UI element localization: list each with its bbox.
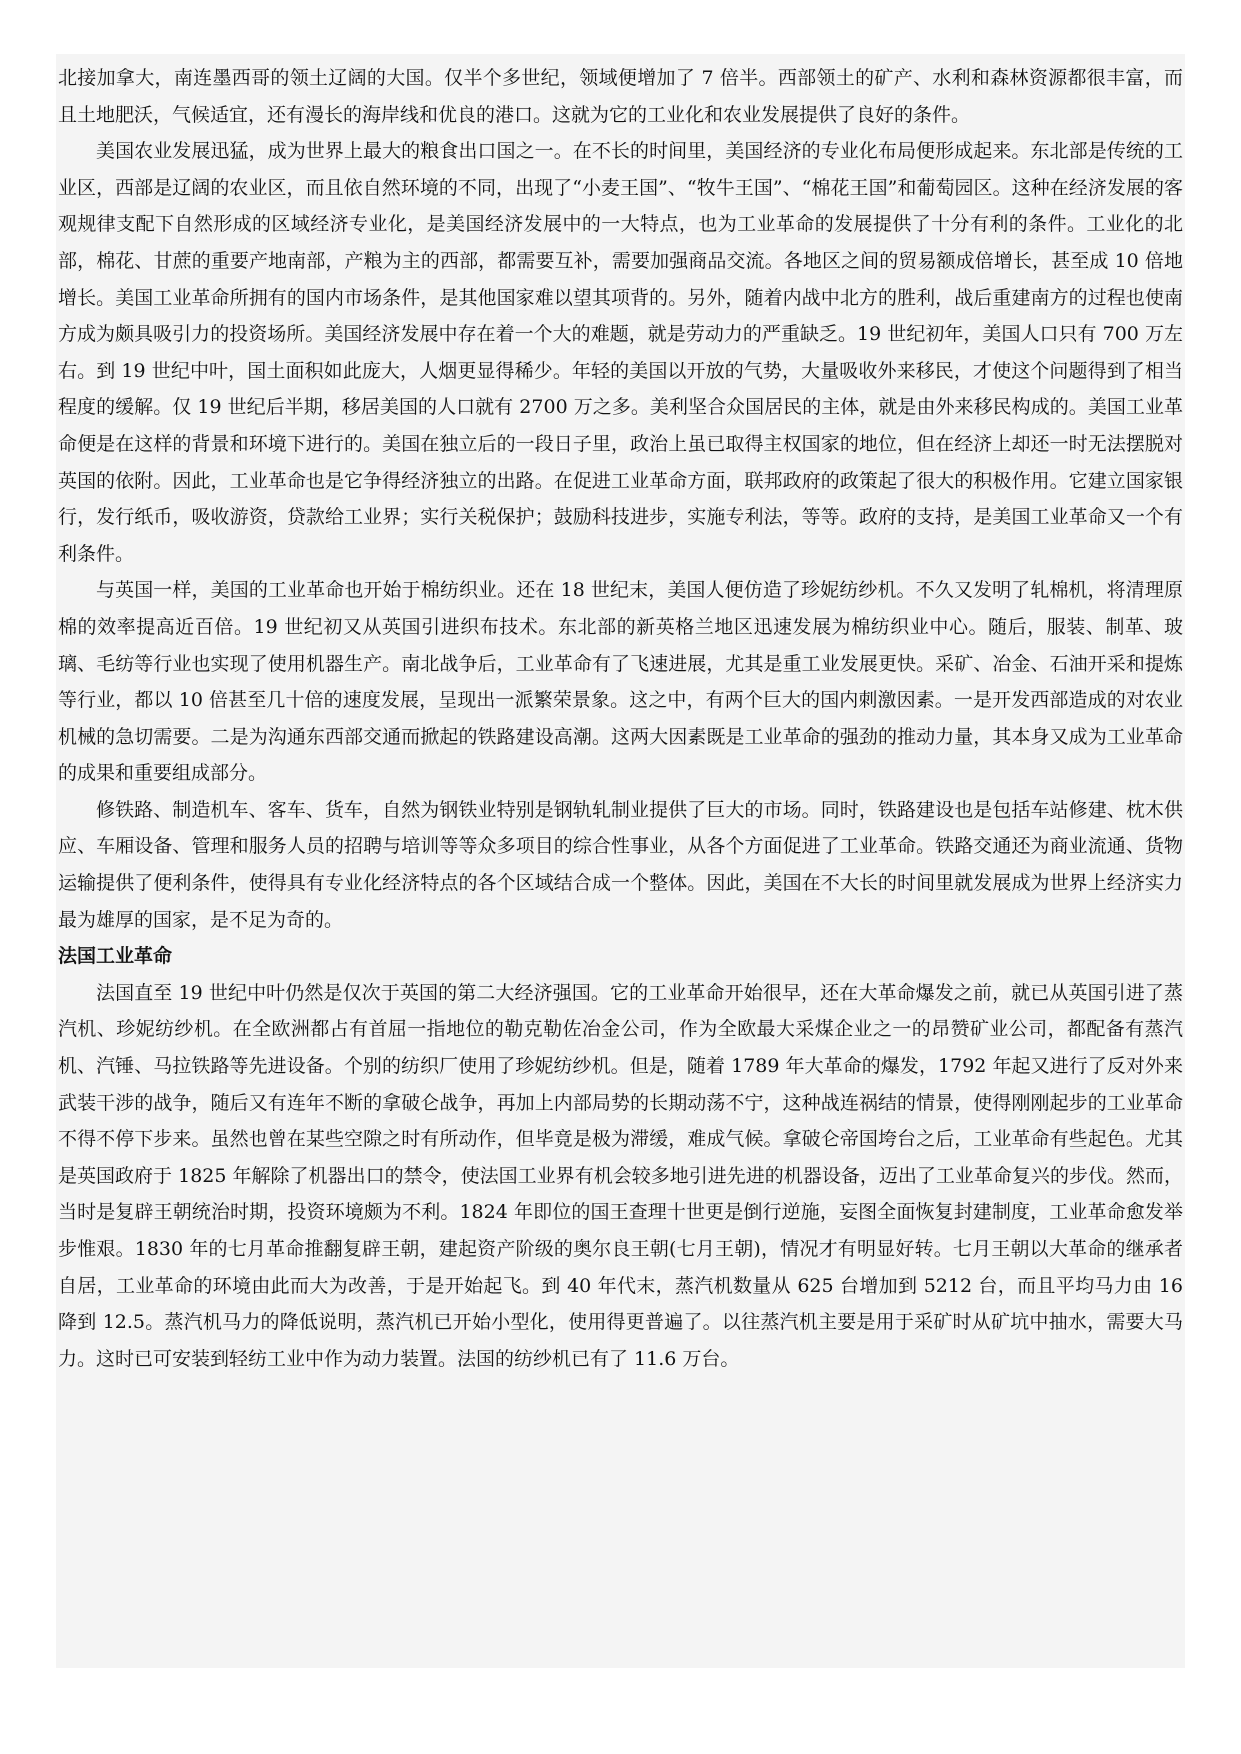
- paragraph-us-railway: 修铁路、制造机车、客车、货车，自然为钢铁业特别是钢轨轧制业提供了巨大的市场。同时，铁路建设也是包括车站修建、枕木供应、车厢设备、管理和服务人员的招聘与培训等等众多项目的综合性事业，从各个方面促进了工业革命。铁路交通还为商业流通、货物运输提供了便利条件，使得具有专业化经济特点的各个区域结合成一个整体。因此，美国在不大长的时间里就发展成为世界上经济实力最为雄厚的国家，是不足为奇的。: [58, 798, 1183, 931]
- document-body: [56, 54, 1185, 1668]
- paragraph-us-textile: 与英国一样，美国的工业革命也开始于棉纺织业。还在 18 世纪末，美国人便仿造了珍妮纺纱机。不久又发明了轧棉机，将清理原棉的效率提高近百倍。19 世纪初又从英国引进织布技术。东北部的新英格兰地区迅速发展为棉纺织业中心。随后，服装、制革、玻璃、毛纺等行业也实现了使用机器生产。南北战争后，工业革命有了飞速进展，尤其是重工业发展更快。采矿、冶金、石油开采和提炼等行业，都以 10 倍甚至几十倍的速度发展，呈现出一派繁荣景象。这之中，有两个巨大的国内刺激因素。一是开发西部造成的对农业机械的急切需要。二是为沟通东西部交通而掀起的铁路建设高潮。这两大因素既是工业革命的强劲的推动力量，其本身又成为工业革命的成果和重要组成部分。: [58, 579, 1183, 785]
- paragraph-us-continued: 北接加拿大，南连墨西哥的领土辽阔的大国。仅半个多世纪，领域便增加了 7 倍半。西部领土的矿产、水利和森林资源都很丰富，而且土地肥沃，气候适宜，还有漫长的海岸线和优良的港口。这就为它的工业化和农业发展提供了良好的条件。: [58, 67, 1183, 126]
- paragraph-us-agriculture: 美国农业发展迅猛，成为世界上最大的粮食出口国之一。在不长的时间里，美国经济的专业化布局便形成起来。东北部是传统的工业区，西部是辽阔的农业区，而且依自然环境的不同，出现了“小麦王国”、“牧牛王国”、“棉花王国”和葡萄园区。这种在经济发展的客观规律支配下自然形成的区域经济专业化，是美国经济发展中的一大特点，也为工业革命的发展提供了十分有利的条件。工业化的北部，棉花、甘蔗的重要产地南部，产粮为主的西部，都需要互补，需要加强商品交流。各地区之间的贸易额成倍增长，甚至成 10 倍地增长。美国工业革命所拥有的国内市场条件，是其他国家难以望其项背的。另外，随着内战中北方的胜利，战后重建南方的过程也使南方成为颇具吸引力的投资场所。美国经济发展中存在着一个大的难题，就是劳动力的严重缺乏。19 世纪初年，美国人口只有 700 万左右。到 19 世纪中叶，国土面积如此庞大，人烟更显得稀少。年轻的美国以开放的气势，大量吸收外来移民，才使这个问题得到了相当程度的缓解。仅 19 世纪后半期，移居美国的人口就有 2700 万之多。美利坚合众国居民的主体，就是由外来移民构成的。美国工业革命便是在这样的背景和环境下进行的。美国在独立后的一段日子里，政治上虽已取得主权国家的地位，但在经济上却还一时无法摆脱对英国的依附。因此，工业革命也是它争得经济独立的出路。在促进工业革命方面，联邦政府的政策起了很大的积极作用。它建立国家银行，发行纸币，吸收游资，贷款给工业界；实行关税保护；鼓励科技进步，实施专利法，等等。政府的支持，是美国工业革命又一个有利条件。: [58, 140, 1183, 565]
- section-heading-france: 法国工业革命: [58, 945, 173, 968]
- paragraph-france: 法国直至 19 世纪中叶仍然是仅次于英国的第二大经济强国。它的工业革命开始很早，还在大革命爆发之前，就已从英国引进了蒸汽机、珍妮纺纱机。在全欧洲都占有首屈一指地位的勒克勒佐冶金公司，作为全欧最大采煤企业之一的昂赞矿业公司，都配备有蒸汽机、汽锤、马拉铁路等先进设备。个别的纺织厂使用了珍妮纺纱机。但是，随着 1789 年大革命的爆发，1792 年起又进行了反对外来武装干涉的战争，随后又有连年不断的拿破仑战争，再加上内部局势的长期动荡不宁，这种战连祸结的情景，使得刚刚起步的工业革命不得不停下步来。虽然也曾在某些空隙之时有所动作，但毕竟是极为滞缓，难成气候。拿破仑帝国垮台之后，工业革命有些起色。尤其是英国政府于 1825 年解除了机器出口的禁令，使法国工业界有机会较多地引进先进的机器设备，迈出了工业革命复兴的步伐。然而，当时是复辟王朝统治时期，投资环境颇为不利。1824 年即位的国王查理十世更是倒行逆施，妄图全面恢复封建制度，工业革命愈发举步惟艰。1830 年的七月革命推翻复辟王朝，建起资产阶级的奥尔良王朝(七月王朝)，情况才有明显好转。七月王朝以大革命的继承者自居，工业革命的环境由此而大为改善，于是开始起飞。到 40 年代末，蒸汽机数量从 625 台增加到 5212 台，而且平均马力由 16 降到 12.5。蒸汽机马力的降低说明，蒸汽机已开始小型化，使用得更普遍了。以往蒸汽机主要是用于采矿时从矿坑中抽水，需要大马力。这时已可安装到轻纺工业中作为动力装置。法国的纺纱机已有了 11.6 万台。: [58, 981, 1183, 1370]
